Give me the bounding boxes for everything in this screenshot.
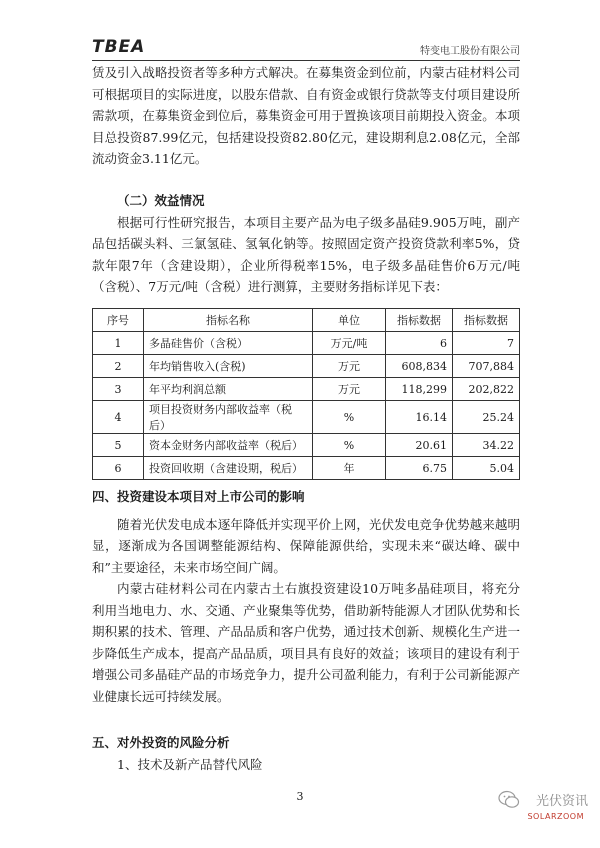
cell-index: 6 [93,457,144,480]
col-header-data-2: 指标数据 [453,309,520,332]
section-risk [92,732,520,775]
cell-data-2: 7 [453,332,520,355]
cell-index: 1 [93,332,144,355]
cell-index: 2 [93,355,144,378]
paragraph-impact-project: 内蒙古硅材料公司在内蒙古土右旗投资建设10万吨多晶硅项目，将充分利用当地电力、水、交通、产业聚集等优势，借助新特能源人才团队优势和长期积累的技术、管理、产品品质和客户优势，通过技术创新、规模化生产进一步降低生产成本，提高产品品质，项目具有良好的效益；该项目的建设有利于增强公司多晶硅产品的市场竞争力，提升公司盈利能力，有利于公司新能源产业健康长远可持续发展。 [92,581,520,704]
section-benefit [92,190,520,298]
cell-index: 4 [93,401,144,434]
table-header-row [93,309,520,332]
table-row [93,332,520,355]
cell-unit: 万元 [313,355,386,378]
cell-name: 多晶硅售价（含税） [144,332,313,355]
table-row [93,457,520,480]
cell-index: 3 [93,378,144,401]
heading-benefit: （二）效益情况 [117,193,205,208]
cell-data-2: 25.24 [453,401,520,434]
cell-unit: 万元/吨 [313,332,386,355]
table-row [93,401,520,434]
paragraph-benefit: 根据可行性研究报告，本项目主要产品为电子级多晶硅9.905万吨，副产品包括碳头料、三氯氢硅、氢氧化钠等。按照固定资产投资贷款利率5%，贷款年限7年（含建设期），企业所得税率15%，电子级多晶硅售价6万元/吨（含税）、7万元/吨（含税）进行测算，主要财务指标详见下表： [92,214,520,294]
cell-unit: % [313,434,386,457]
heading-risk: 五、对外投资的风险分析 [92,735,230,750]
paragraph-funding: 赁及引入战略投资者等多种方式解决。在募集资金到位前，内蒙古硅材料公司可根据项目的实际进度，以股东借款、自有资金或银行贷款等支付项目建设所需款项，在募集资金到位后，募集资金可用于置换该项目前期投入资金。本项目总投资87.99亿元，包括建设投资82.80亿元，建设期利息2.08亿元，全部流动资金3.11亿元。 [92,65,520,166]
paragraph-impact-market: 随着光伏发电成本逐年降低并实现平价上网，光伏发电竞争优势越来越明显，逐渐成为各国调整能源结构、保障能源供给，实现未来“碳达峰、碳中和”主要途径，未来市场空间广阔。 [92,516,520,575]
table-row [93,434,520,457]
cell-name: 年均销售收入(含税) [144,355,313,378]
cell-data-2: 202,822 [453,378,520,401]
cell-data-2: 34.22 [453,434,520,457]
cell-index: 5 [93,434,144,457]
cell-unit: 年 [313,457,386,480]
cell-data-2: 707,884 [453,355,520,378]
cell-name: 投资回收期（含建设期，税后） [144,457,313,480]
cell-unit: % [313,401,386,434]
page-header [92,38,520,61]
col-header-name: 指标名称 [144,309,313,332]
watermark-text: 光伏资讯 [535,794,588,809]
section-funding [92,62,520,170]
watermark-site: SOLARZOOM [527,812,584,821]
col-header-unit: 单位 [313,309,386,332]
table-row [93,355,520,378]
cell-data-2: 5.04 [453,457,520,480]
heading-impact: 四、投资建设本项目对上市公司的影响 [92,489,305,504]
section-impact [92,486,520,707]
cell-unit: 万元 [313,378,386,401]
company-name: 特变电工股份有限公司 [420,46,520,57]
financial-indicators-table [92,308,520,480]
cell-data-1: 6 [386,332,453,355]
cell-data-1: 118,299 [386,378,453,401]
page-number: 3 [296,790,304,803]
tbea-logo: TBEA [92,37,146,57]
col-header-index: 序号 [93,309,144,332]
cell-name: 项目投资财务内部收益率（税后） [144,401,313,434]
cell-data-1: 608,834 [386,355,453,378]
risk-item-1: 1、技术及新产品替代风险 [117,756,263,772]
cell-data-1: 6.75 [386,457,453,480]
wechat-icon [498,790,520,810]
cell-data-1: 16.14 [386,401,453,434]
watermark [498,790,588,828]
cell-data-1: 20.61 [386,434,453,457]
table-row [93,378,520,401]
cell-name: 资本金财务内部收益率（税后） [144,434,313,457]
cell-name: 年平均利润总额 [144,378,313,401]
col-header-data-1: 指标数据 [386,309,453,332]
